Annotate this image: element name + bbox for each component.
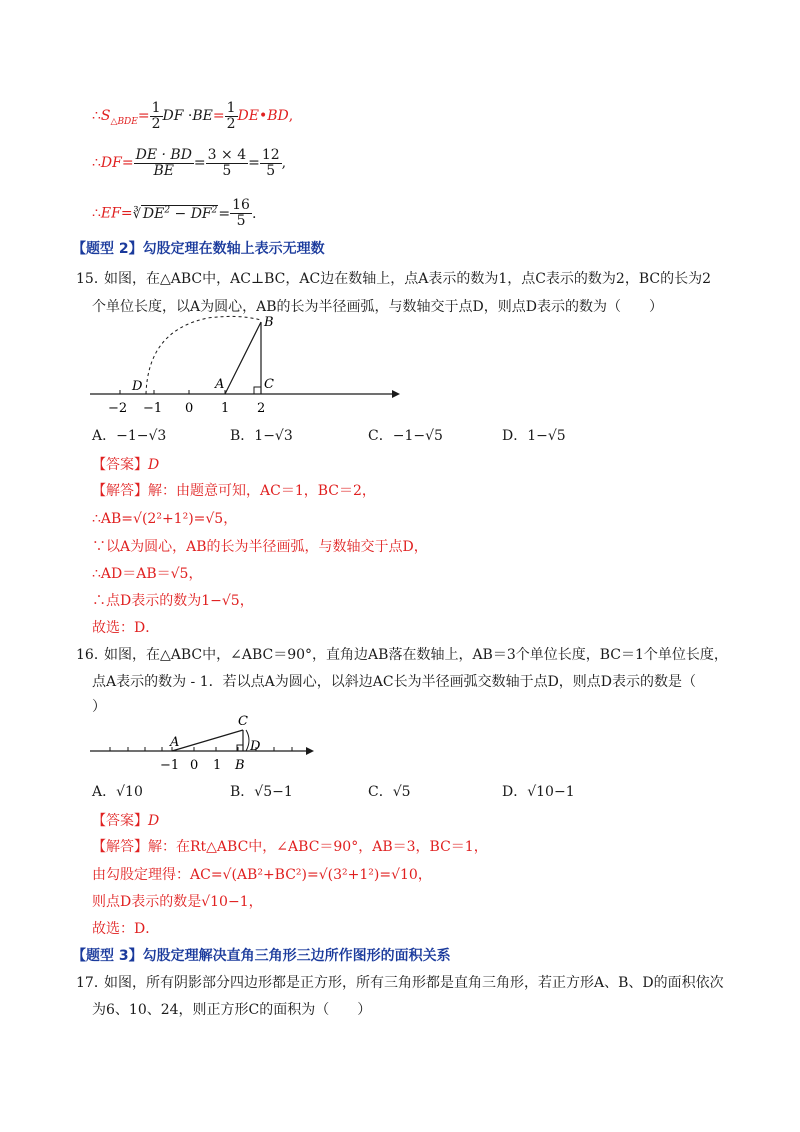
q15-solution-label: 【解答】 xyxy=(92,483,148,499)
solution-line-ef: ∴EF=∛ $DE^2 - DF^2=$ $\frac{16}{5}$ . xyxy=(92,197,257,230)
q16-text-line-3: ） xyxy=(92,699,106,715)
q15-option-d[interactable]: D．1−√5 xyxy=(502,428,566,444)
q16-option-a[interactable]: A．√10 xyxy=(92,784,143,800)
q15-text-line-1: 如图，在△ABC中，AC⊥BC，AC边在数轴上，点A表示的数为1，点C表示的数为2，BC的长为2 xyxy=(104,271,712,287)
q16-solution-text-1: 解：在Rt△ABC中，∠ABC＝90°，AB＝3，BC＝1， xyxy=(148,839,488,855)
fig15-label-a: A xyxy=(215,377,225,392)
q15-solution-3: ∵以A为圆心，AB的长为半径画弧，与数轴交于点D， xyxy=(92,539,428,555)
fig16-label-d: D xyxy=(250,739,261,754)
q15-option-b[interactable]: B．1−√3 xyxy=(230,428,293,444)
solution-line-df: ∴DF= $\frac{DE \cdot BD}{BE}$ = $\frac{3 \times 4}{5}$ = $\frac{12}{5}$ , xyxy=(92,146,287,179)
q15-solution-5: ∴点D表示的数为1−√5， xyxy=(92,593,254,609)
q15-solution-1 xyxy=(92,480,376,500)
q15-choose: 故选：D． xyxy=(92,620,160,636)
fig15-tick-neg2: −2 xyxy=(108,401,128,416)
q15-option-c[interactable]: C．−1−√5 xyxy=(368,428,443,444)
fig15-tick-1: 1 xyxy=(221,401,230,416)
q16-option-d[interactable]: D．√10−1 xyxy=(502,784,575,800)
q15-text-line-2: 个单位长度，以A为圆心，AB的长为半径画弧，与数轴交于点D，则点D表示的数为（ ） xyxy=(92,299,663,315)
q16-choose: 故选：D． xyxy=(92,921,160,937)
q16-solution-1 xyxy=(92,836,488,856)
fig16-tick-0: 0 xyxy=(190,758,199,773)
q17-number: 17． xyxy=(76,975,108,991)
fig15-tick-0: 0 xyxy=(185,401,194,416)
fig16-tick-1: 1 xyxy=(213,758,222,773)
q16-solution-3: 则点D表示的数是√10−1， xyxy=(92,894,263,910)
q15-answer-label: 【答案】 xyxy=(92,457,148,473)
q15-option-a[interactable]: A．−1−√3 xyxy=(92,428,167,444)
q15-answer xyxy=(92,454,159,474)
q17-text-line-2: 为6、10、24，则正方形C的面积为（ ） xyxy=(92,1002,372,1018)
q16-answer-label: 【答案】 xyxy=(92,813,148,829)
fig15-label-b: B xyxy=(264,315,274,330)
q16-number: 16． xyxy=(76,647,108,663)
section-3-title: 【题型 3】勾股定理解决直角三角形三边所作图形的面积关系 xyxy=(72,948,451,964)
q15-solution-2: ∴AB=√(2²+1²)=√5， xyxy=(92,511,238,527)
q16-answer xyxy=(92,810,159,830)
solution-line-area: $\therefore S_{\triangle BDE}=$ $\frac{1}{2}$ DF ·BE= $\frac{1}{2}$ DE•BD, xyxy=(92,99,294,132)
fig15-tick-2: 2 xyxy=(257,401,266,416)
q16-option-c[interactable]: C．√5 xyxy=(368,784,411,800)
fig15-tick-neg1: −1 xyxy=(143,401,163,416)
q15-figure xyxy=(88,312,408,422)
fig16-tick-b: B xyxy=(235,758,245,773)
q15-answer-value: D xyxy=(148,457,160,473)
q16-solution-label: 【解答】 xyxy=(92,839,148,855)
q15-solution-text-1: 解：由题意可知，AC＝1，BC＝2， xyxy=(148,483,376,499)
q16-text-line-1: 如图，在△ABC中，∠ABC＝90°，直角边AB落在数轴上，AB＝3个单位长度，BC＝1个单位长度， xyxy=(104,647,728,663)
fig15-label-c: C xyxy=(264,377,274,392)
fig16-label-a: A xyxy=(170,735,180,750)
q17-text-line-1: 如图，所有阴影部分四边形都是正方形，所有三角形都是直角三角形，若正方形A、B、D的面积依次 xyxy=(104,975,724,991)
q15-number: 15． xyxy=(76,271,108,287)
q16-figure xyxy=(88,712,328,778)
fig16-label-c: C xyxy=(238,714,248,729)
fig16-tick-neg1: −1 xyxy=(160,758,180,773)
q15-solution-4: ∴AD＝AB＝√5， xyxy=(92,566,203,582)
fig15-label-d: D xyxy=(132,379,143,394)
q16-text-line-2: 点A表示的数为 - 1．若以点A为圆心，以斜边AC长为半径画弧交数轴于点D，则点D表示的数是（ xyxy=(92,674,697,690)
q16-solution-2: 由勾股定理得：AC=√(AB²+BC²)=√(3²+1²)=√10， xyxy=(92,867,432,883)
q16-answer-value: D xyxy=(148,813,160,829)
section-2-title: 【题型 2】勾股定理在数轴上表示无理数 xyxy=(72,241,325,257)
q16-option-b[interactable]: B．√5−1 xyxy=(230,784,293,800)
